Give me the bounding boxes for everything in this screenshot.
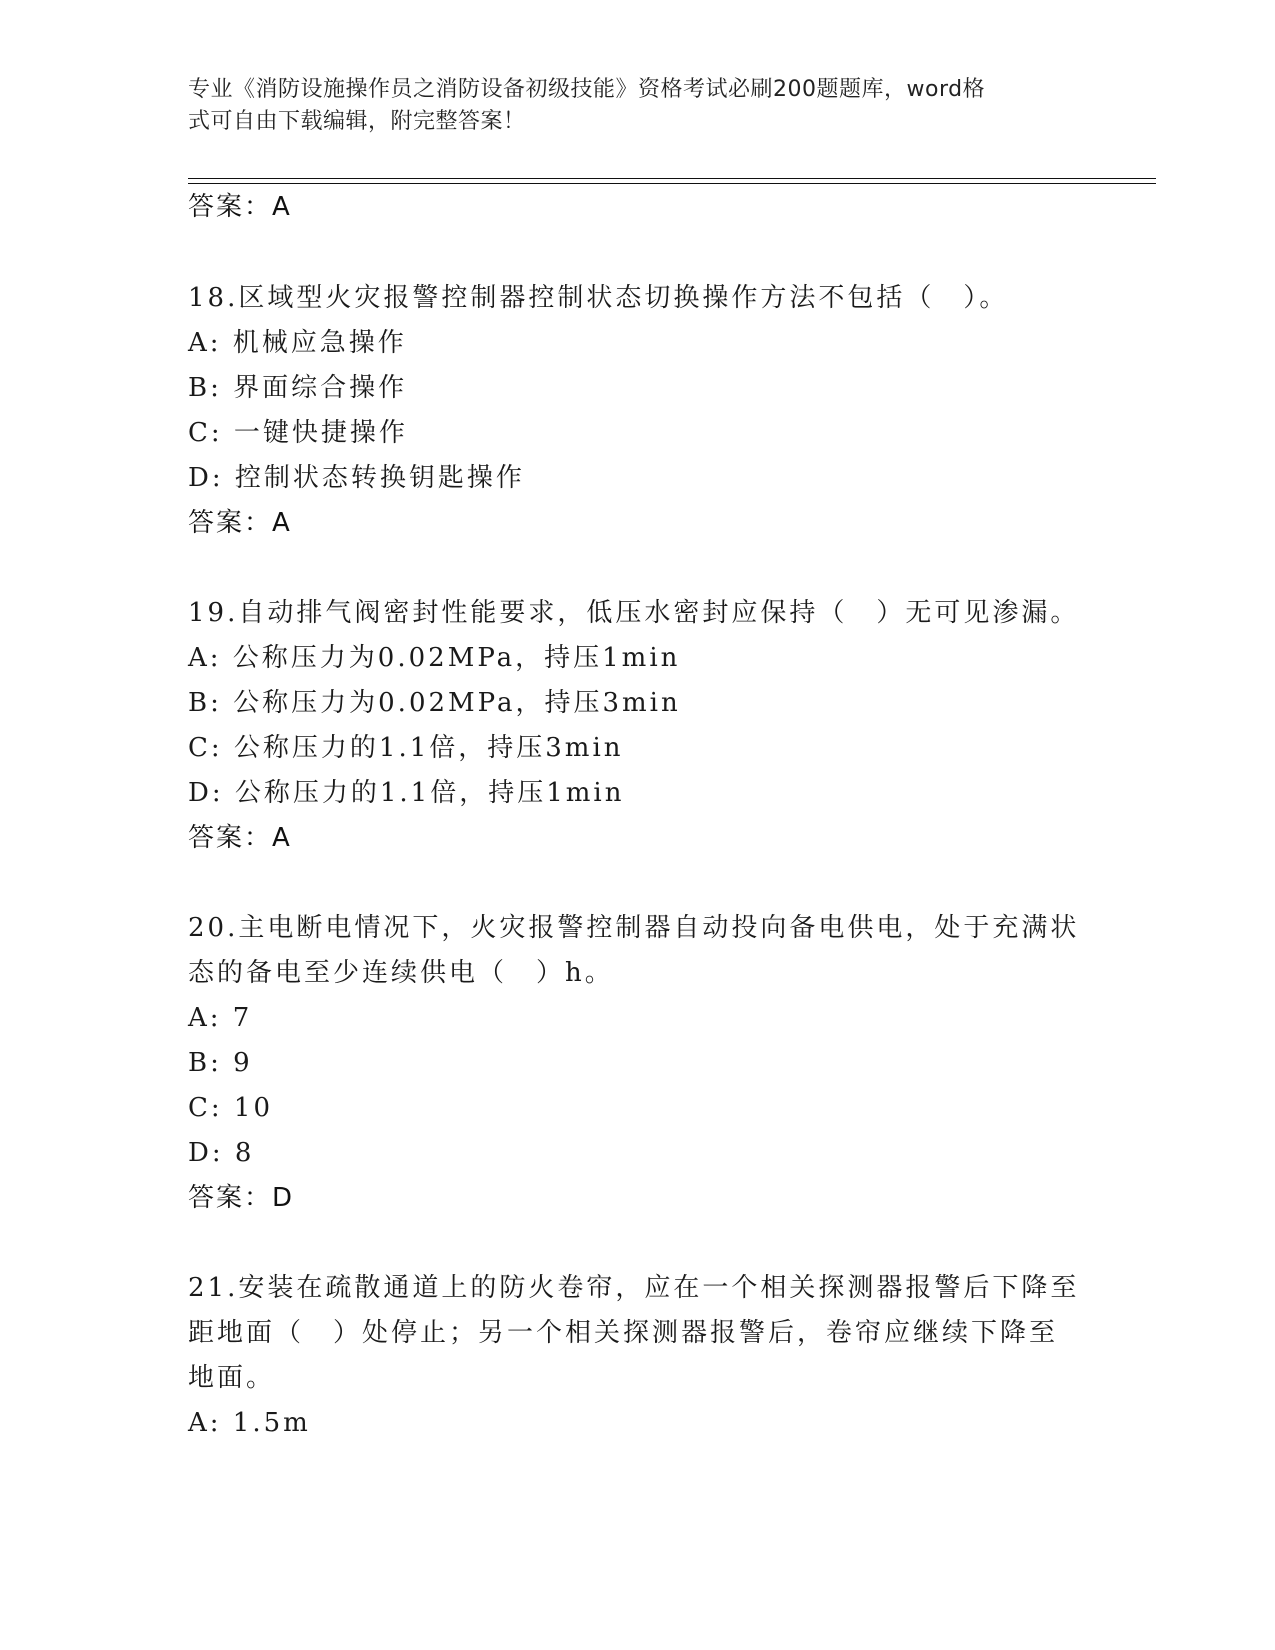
header-divider-bottom bbox=[188, 183, 1156, 184]
question-20-stem-line-1: 20.主电断电情况下，火灾报警控制器自动投向备电供电，处于充满状 bbox=[188, 913, 1080, 943]
header-divider-top bbox=[188, 178, 1156, 179]
question-21-option-a: A: 1.5m bbox=[188, 1408, 311, 1438]
question-20-option-b: B: 9 bbox=[188, 1048, 253, 1078]
question-19-stem: 19.自动排气阀密封性能要求，低压水密封应保持（ ）无可见渗漏。 bbox=[188, 598, 1080, 628]
header-line-1: 专业《消防设施操作员之消防设备初级技能》资格考试必刷200题题库，word格 bbox=[188, 77, 986, 102]
answer-q17: 答案：A bbox=[188, 192, 292, 222]
document-header bbox=[188, 74, 1068, 138]
question-18-option-a: A: 机械应急操作 bbox=[188, 328, 407, 358]
question-18-stem: 18.区域型火灾报警控制器控制状态切换操作方法不包括（ ）。 bbox=[188, 283, 1009, 313]
question-19-option-b: B: 公称压力为0.02MPa，持压3min bbox=[188, 688, 681, 718]
answer-q18: 答案：A bbox=[188, 508, 292, 538]
answer-q20: 答案：D bbox=[188, 1183, 295, 1213]
question-19-option-d: D: 公称压力的1.1倍，持压1min bbox=[188, 778, 625, 808]
question-20-option-d: D: 8 bbox=[188, 1138, 255, 1168]
question-21-stem-line-2: 距地面（ ）处停止；另一个相关探测器报警后，卷帘应继续下降至 bbox=[188, 1318, 1059, 1348]
question-19-option-a: A: 公称压力为0.02MPa，持压1min bbox=[188, 643, 681, 673]
question-20-option-a: A: 7 bbox=[188, 1003, 253, 1033]
question-18-option-b: B: 界面综合操作 bbox=[188, 373, 408, 403]
answer-q19: 答案：A bbox=[188, 823, 292, 853]
question-20-option-c: C: 10 bbox=[188, 1093, 274, 1123]
header-line-2: 式可自由下载编辑，附完整答案！ bbox=[188, 109, 526, 134]
question-18-option-c: C: 一键快捷操作 bbox=[188, 418, 408, 448]
question-21-stem-line-3: 地面。 bbox=[188, 1363, 276, 1393]
question-18-option-d: D: 控制状态转换钥匙操作 bbox=[188, 463, 525, 493]
question-20-stem-line-2: 态的备电至少连续供电（ ）h。 bbox=[188, 958, 614, 988]
question-21-stem-line-1: 21.安装在疏散通道上的防火卷帘，应在一个相关探测器报警后下降至 bbox=[188, 1273, 1080, 1303]
question-19-option-c: C: 公称压力的1.1倍，持压3min bbox=[188, 733, 624, 763]
